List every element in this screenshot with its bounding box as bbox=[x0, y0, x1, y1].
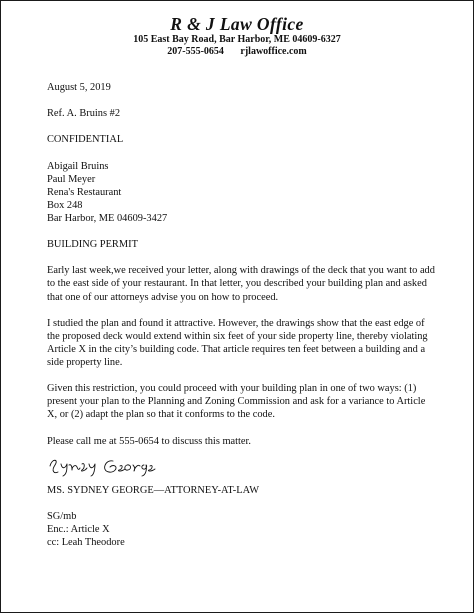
body-paragraph: I studied the plan and found it attractive. However, the drawings show that the east edge of the proposed deck would extend within six feet of your side property line, thereby violating Article X in the city’s building code. That article requires ten feet between a building and a side property line. bbox=[47, 317, 428, 368]
firm-website: rjlawoffice.com bbox=[240, 46, 307, 57]
signer-block: MS. SYDNEY GEORGE—ATTORNEY-AT-LAW bbox=[47, 484, 260, 496]
body-paragraph: Given this restriction, you could proceed with your building plan in one of two ways: (1) present your plan to the Planning and Zoning Commission and ask for a variance to Article X, or (2) adapt the plan so that it conforms to the code. bbox=[47, 383, 426, 421]
body-paragraph: Early last week,we received your letter, along with drawings of the deck that you want to add to the east side of your restaurant. In that letter, you described your building plan and asked that one of our attorneys advise you on how to proceed. bbox=[47, 265, 435, 303]
recipient-line: Box 248 bbox=[47, 199, 83, 211]
firm-address: 105 East Bay Road, Bar Harbor, ME 04609-6327 bbox=[133, 34, 341, 45]
copy-line: cc: Leah Theodore bbox=[47, 537, 125, 549]
letterhead bbox=[1, 1, 473, 58]
handwritten-signature bbox=[47, 455, 437, 477]
recipient-line: Rena's Restaurant bbox=[47, 186, 122, 198]
recipient-line: Bar Harbor, ME 04609-3427 bbox=[47, 212, 168, 224]
recipient-line: Paul Meyer bbox=[47, 173, 96, 185]
firm-phone: 207-555-0654 bbox=[167, 46, 224, 57]
confidential-notation: CONFIDENTIAL bbox=[47, 134, 124, 146]
subject-line: BUILDING PERMIT bbox=[47, 239, 138, 251]
reference-initials: SG/mb bbox=[47, 510, 77, 522]
recipient-line: Abigail Bruins bbox=[47, 160, 109, 172]
firm-name: R & J Law Office bbox=[170, 14, 304, 34]
firm-contact bbox=[1, 46, 473, 58]
letter-date: August 5, 2019 bbox=[47, 82, 111, 93]
body-paragraph: Please call me at 555-0654 to discuss this matter. bbox=[47, 435, 252, 447]
enclosure-line: Enc.: Article X bbox=[47, 524, 110, 535]
letter-body bbox=[47, 81, 437, 562]
reference-line: Ref. A. Bruins #2 bbox=[47, 108, 121, 120]
